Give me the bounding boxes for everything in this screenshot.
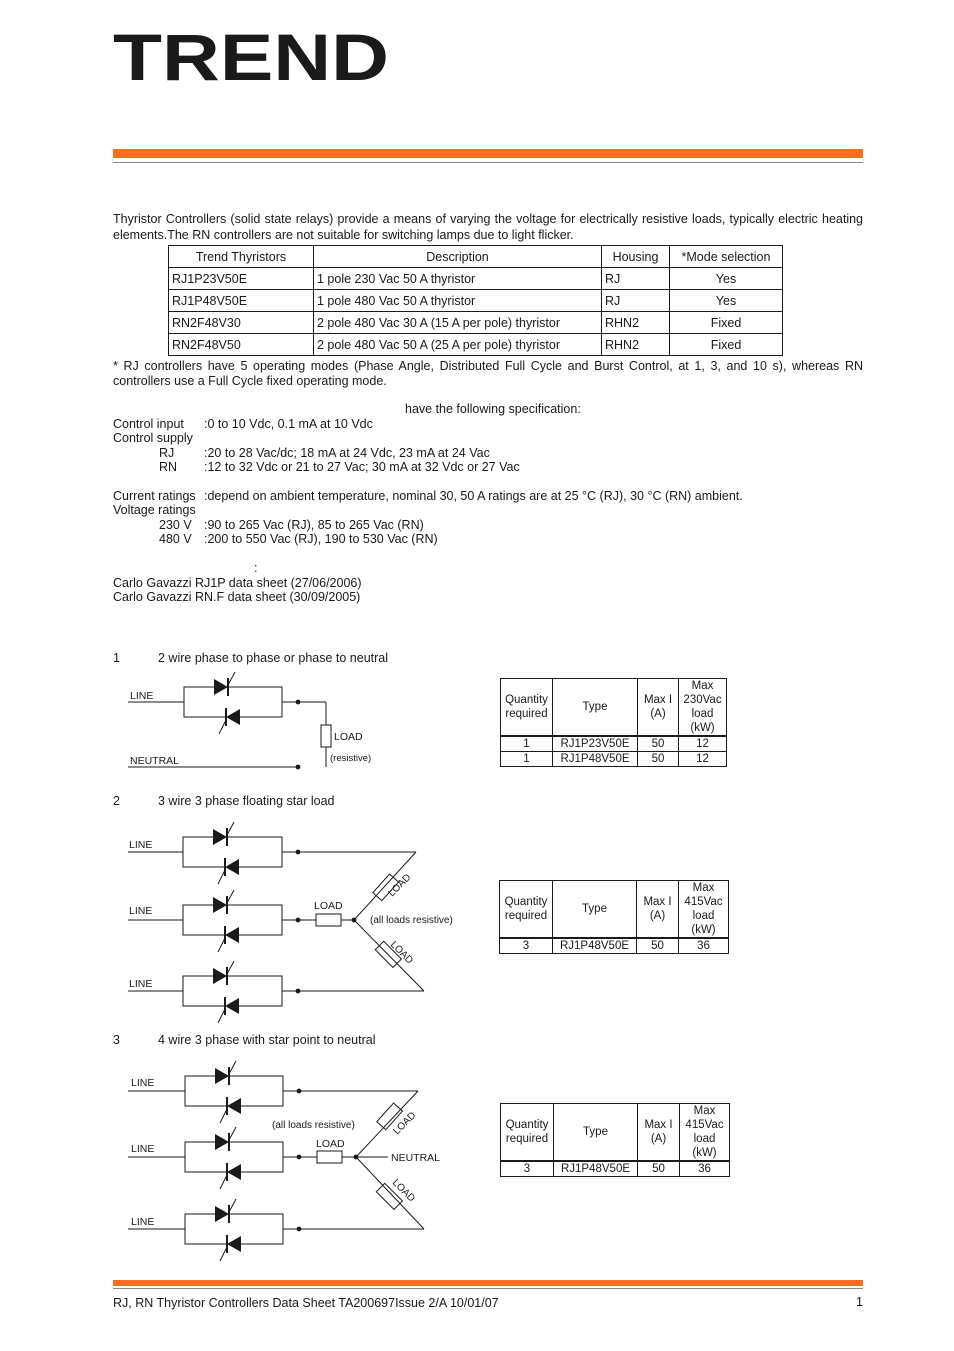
trend-logo: [113, 28, 393, 88]
selection-table-1: Quantity required Type Max I (A) Max 230Vac load (kW) 1 RJ1P23V50E 50 12 1 RJ1P48V50E 50 12: [500, 678, 727, 767]
diagram-label: LINE: [129, 839, 153, 851]
reference: Carlo Gavazzi RJ1P data sheet (27/06/2006): [113, 576, 362, 590]
diagram-label: LINE: [129, 905, 153, 917]
diagram-label: LOAD: [386, 872, 414, 900]
diagram-label: (resistive): [330, 753, 372, 764]
footer-rule: [113, 1280, 863, 1286]
page-number: 1: [856, 1295, 863, 1309]
diagram-label: LOAD: [316, 1138, 345, 1150]
spec-label: Voltage ratings: [113, 503, 196, 517]
section-number: 2: [113, 794, 120, 808]
diagram-label: (all loads resistive): [272, 1120, 355, 1131]
selection-table-3: Quantity required Type Max I (A) Max 415Vac load (kW) 3 RJ1P48V50E 50 36: [500, 1103, 730, 1177]
selection-table-2: Quantity required Type Max I (A) Max 415Vac load (kW) 3 RJ1P48V50E 50 36: [499, 880, 729, 954]
section-title: 2 wire phase to phase or phase to neutral: [158, 651, 389, 665]
spec-value: :depend on ambient temperature, nominal 30, 50 A ratings are at 25 °C (RJ), 30 °C (RN) ambient.: [204, 489, 743, 503]
thyristor-table: [168, 245, 783, 356]
table-row: 3 RJ1P48V50E 50 36: [501, 1161, 730, 1177]
section-number: 1: [113, 651, 120, 665]
section-title: 4 wire 3 phase with star point to neutral: [158, 1033, 376, 1047]
spec-label: Control supply: [113, 431, 193, 445]
wiring-diagram-3: [120, 1055, 470, 1270]
diagram-label: LINE: [129, 978, 153, 990]
header-thin-rule: [113, 162, 863, 163]
footer-thin-rule: [113, 1288, 863, 1289]
spec-label: 480 V: [159, 532, 192, 546]
col-header: *Mode selection: [670, 246, 783, 268]
spec-label: RJ: [159, 446, 175, 460]
table-row: RN2F48V50 2 pole 480 Vac 50 A (25 A per pole) thyristor RHN2 Fixed: [169, 334, 783, 356]
table-row: 1 RJ1P23V50E 50 12: [501, 736, 727, 752]
table-row: RN2F48V30 2 pole 480 Vac 30 A (15 A per pole) thyristor RHN2 Fixed: [169, 312, 783, 334]
spec-value: :12 to 32 Vdc or 21 to 27 Vac; 30 mA at 32 Vdc or 27 Vac: [204, 460, 520, 474]
spec-label: Current ratings: [113, 489, 196, 503]
diagram-label: LOAD: [387, 939, 415, 967]
logo-text: TREND: [113, 28, 389, 88]
diagram-label: NEUTRAL: [391, 1152, 441, 1164]
section-title: 3 wire 3 phase floating star load: [158, 794, 335, 808]
spec-label: 230 V: [159, 518, 192, 532]
diagram-label: (all loads resistive): [370, 915, 453, 926]
table-row: RJ1P23V50E 1 pole 230 Vac 50 A thyristor RJ Yes: [169, 268, 783, 290]
table-row: RJ1P48V50E 1 pole 480 Vac 50 A thyristor RJ Yes: [169, 290, 783, 312]
diagram-label: LINE: [130, 690, 154, 702]
wiring-diagram-1: [120, 670, 380, 780]
spec-value: :90 to 265 Vac (RJ), 85 to 265 Vac (RN): [204, 518, 424, 532]
refs-colon: :: [254, 561, 258, 575]
diagram-label: LINE: [131, 1077, 155, 1089]
table-row: 1 RJ1P48V50E 50 12: [501, 752, 727, 767]
diagram-label: LOAD: [391, 1110, 419, 1138]
spec-value: :0 to 10 Vdc, 0.1 mA at 10 Vdc: [204, 417, 373, 431]
reference: Carlo Gavazzi RN.F data sheet (30/09/2005): [113, 590, 361, 604]
diagram-label: LOAD: [389, 1177, 417, 1205]
table-row: 3 RJ1P48V50E 50 36: [500, 938, 729, 954]
spec-value: :20 to 28 Vac/dc; 18 mA at 24 Vdc, 23 mA at 24 Vac: [204, 446, 490, 460]
spec-heading: have the following specification:: [405, 402, 581, 416]
spec-value: :200 to 550 Vac (RJ), 190 to 530 Vac (RN): [204, 532, 438, 546]
diagram-label: LINE: [131, 1216, 155, 1228]
footer-text: RJ, RN Thyristor Controllers Data Sheet TA200697Issue 2/A 10/01/07: [113, 1296, 499, 1310]
wiring-diagram-2: [120, 815, 470, 1030]
section-number: 3: [113, 1033, 120, 1047]
spec-label: Control input: [113, 417, 184, 431]
mode-note: * RJ controllers have 5 operating modes (Phase Angle, Distributed Full Cycle and Burst Control, at 1, 3, and 10 s), whereas RN controllers use a Full Cycle fixed operating mode.: [113, 359, 863, 388]
col-header: Housing: [602, 246, 670, 268]
diagram-label: NEUTRAL: [130, 755, 180, 767]
col-header: Trend Thyristors: [169, 246, 314, 268]
diagram-label: LINE: [131, 1143, 155, 1155]
header-rule: [113, 149, 863, 158]
diagram-label: LOAD: [314, 900, 343, 912]
spec-label: RN: [159, 460, 178, 474]
col-header: Description: [314, 246, 602, 268]
intro-paragraph: Thyristor Controllers (solid state relays) provide a means of varying the voltage for electrically resistive loads, typically electric heating elements.The RN controllers are not suitable for switching lamps due to light flicker.: [113, 212, 863, 242]
diagram-label: LOAD: [334, 731, 363, 743]
